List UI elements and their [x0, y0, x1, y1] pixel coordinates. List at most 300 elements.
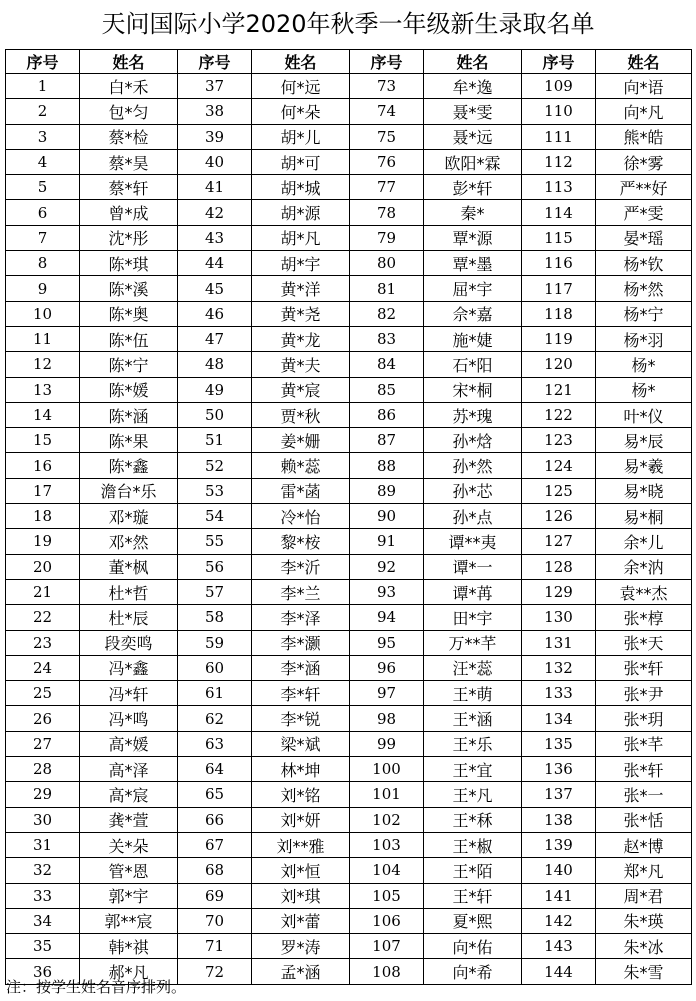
student-number: 46	[178, 301, 252, 326]
student-name: 张*玥	[596, 706, 692, 731]
student-name: 张*一	[596, 782, 692, 807]
student-number: 64	[178, 757, 252, 782]
student-number: 121	[522, 377, 596, 402]
student-name: 杨*钦	[596, 251, 692, 276]
student-name: 余*儿	[596, 529, 692, 554]
student-name: 李*兰	[252, 579, 350, 604]
student-name: 杨*	[596, 352, 692, 377]
student-number: 50	[178, 402, 252, 427]
student-number: 135	[522, 731, 596, 756]
student-name: 李*轩	[252, 681, 350, 706]
student-number: 56	[178, 554, 252, 579]
table-row	[6, 478, 692, 503]
student-number: 6	[6, 200, 80, 225]
student-number: 16	[6, 453, 80, 478]
table-row	[6, 579, 692, 604]
student-name: 石*阳	[424, 352, 522, 377]
table-row	[6, 428, 692, 453]
student-name: 李*泽	[252, 605, 350, 630]
student-number: 101	[350, 782, 424, 807]
student-name: 胡*可	[252, 149, 350, 174]
student-number: 67	[178, 832, 252, 857]
student-name: 段奕鸣	[80, 630, 178, 655]
student-name: 张*芊	[596, 731, 692, 756]
student-name: 王*陌	[424, 858, 522, 883]
student-number: 22	[6, 605, 80, 630]
student-name: 蔡*轩	[80, 175, 178, 200]
student-number: 138	[522, 807, 596, 832]
student-number: 123	[522, 428, 596, 453]
student-name: 汪*蕊	[424, 655, 522, 680]
student-name: 聂*雯	[424, 99, 522, 124]
student-number: 53	[178, 478, 252, 503]
student-number: 89	[350, 478, 424, 503]
student-number: 81	[350, 276, 424, 301]
student-name: 雷*菡	[252, 478, 350, 503]
student-number: 95	[350, 630, 424, 655]
student-number: 119	[522, 326, 596, 351]
table-row	[6, 630, 692, 655]
student-name: 胡*宇	[252, 251, 350, 276]
student-number: 20	[6, 554, 80, 579]
student-name: 罗*涛	[252, 934, 350, 959]
table-row	[6, 453, 692, 478]
student-name: 龚*萱	[80, 807, 178, 832]
student-number: 137	[522, 782, 596, 807]
student-name: 包*匀	[80, 99, 178, 124]
student-number: 136	[522, 757, 596, 782]
student-number: 48	[178, 352, 252, 377]
student-name: 赖*蕊	[252, 453, 350, 478]
student-name: 何*远	[252, 74, 350, 99]
student-name: 向*凡	[596, 99, 692, 124]
student-name: 胡*儿	[252, 124, 350, 149]
student-number: 70	[178, 908, 252, 933]
student-number: 128	[522, 554, 596, 579]
student-name: 晏*瑶	[596, 225, 692, 250]
table-row	[6, 655, 692, 680]
student-number: 57	[178, 579, 252, 604]
student-number: 14	[6, 402, 80, 427]
student-name: 孙*芯	[424, 478, 522, 503]
table-row	[6, 200, 692, 225]
student-name: 易*桐	[596, 504, 692, 529]
student-number: 126	[522, 504, 596, 529]
student-name: 周*君	[596, 883, 692, 908]
student-number: 132	[522, 655, 596, 680]
student-name: 贾*秋	[252, 402, 350, 427]
student-number: 31	[6, 832, 80, 857]
student-name: 陈*伍	[80, 326, 178, 351]
student-name: 孟*涵	[252, 959, 350, 984]
student-name: 严*雯	[596, 200, 692, 225]
student-number: 66	[178, 807, 252, 832]
student-number: 100	[350, 757, 424, 782]
student-name: 杨*羽	[596, 326, 692, 351]
student-number: 51	[178, 428, 252, 453]
student-number: 139	[522, 832, 596, 857]
student-number: 104	[350, 858, 424, 883]
student-number: 144	[522, 959, 596, 984]
table-row	[6, 225, 692, 250]
student-name: 孙*点	[424, 504, 522, 529]
table-row	[6, 251, 692, 276]
student-number: 21	[6, 579, 80, 604]
student-name: 屈*宇	[424, 276, 522, 301]
student-number: 141	[522, 883, 596, 908]
student-name: 苏*瑰	[424, 402, 522, 427]
student-number: 130	[522, 605, 596, 630]
student-number: 12	[6, 352, 80, 377]
table-row	[6, 807, 692, 832]
student-number: 55	[178, 529, 252, 554]
student-number: 80	[350, 251, 424, 276]
student-number: 61	[178, 681, 252, 706]
student-name: 徐*雾	[596, 149, 692, 174]
header-number: 序号	[350, 50, 424, 74]
student-number: 109	[522, 74, 596, 99]
student-number: 78	[350, 200, 424, 225]
student-number: 35	[6, 934, 80, 959]
student-number: 120	[522, 352, 596, 377]
student-name: 易*辰	[596, 428, 692, 453]
student-number: 33	[6, 883, 80, 908]
student-number: 118	[522, 301, 596, 326]
student-number: 60	[178, 655, 252, 680]
student-name: 王*秝	[424, 807, 522, 832]
student-name: 杜*辰	[80, 605, 178, 630]
student-number: 2	[6, 99, 80, 124]
student-name: 易*羲	[596, 453, 692, 478]
student-name: 袁**杰	[596, 579, 692, 604]
admission-table	[5, 49, 692, 985]
student-name: 郝*凡	[80, 959, 178, 984]
student-number: 72	[178, 959, 252, 984]
student-number: 113	[522, 175, 596, 200]
table-row	[6, 124, 692, 149]
header-name: 姓名	[596, 50, 692, 74]
student-name: 王*乐	[424, 731, 522, 756]
student-number: 111	[522, 124, 596, 149]
student-name: 邓*然	[80, 529, 178, 554]
student-name: 高*宸	[80, 782, 178, 807]
student-name: 杨*宁	[596, 301, 692, 326]
student-name: 高*泽	[80, 757, 178, 782]
student-name: 朱*瑛	[596, 908, 692, 933]
table-row	[6, 301, 692, 326]
student-number: 13	[6, 377, 80, 402]
student-name: 冯*鑫	[80, 655, 178, 680]
table-row	[6, 554, 692, 579]
student-number: 86	[350, 402, 424, 427]
student-name: 杨*	[596, 377, 692, 402]
student-number: 45	[178, 276, 252, 301]
student-number: 110	[522, 99, 596, 124]
student-name: 刘*妍	[252, 807, 350, 832]
student-name: 余*汭	[596, 554, 692, 579]
student-name: 关*朵	[80, 832, 178, 857]
student-name: 张*天	[596, 630, 692, 655]
student-number: 3	[6, 124, 80, 149]
student-name: 梁*斌	[252, 731, 350, 756]
table-row	[6, 908, 692, 933]
student-name: 孙*然	[424, 453, 522, 478]
student-number: 52	[178, 453, 252, 478]
table-row	[6, 757, 692, 782]
table-row	[6, 832, 692, 857]
student-number: 29	[6, 782, 80, 807]
student-number: 68	[178, 858, 252, 883]
student-number: 36	[6, 959, 80, 984]
student-name: 王*宜	[424, 757, 522, 782]
student-name: 黄*龙	[252, 326, 350, 351]
student-number: 133	[522, 681, 596, 706]
student-number: 11	[6, 326, 80, 351]
student-name: 聂*远	[424, 124, 522, 149]
student-number: 98	[350, 706, 424, 731]
table-row	[6, 858, 692, 883]
header-name: 姓名	[252, 50, 350, 74]
student-number: 69	[178, 883, 252, 908]
student-number: 140	[522, 858, 596, 883]
student-name: 谭*一	[424, 554, 522, 579]
student-number: 115	[522, 225, 596, 250]
student-number: 39	[178, 124, 252, 149]
student-name: 欧阳*霖	[424, 149, 522, 174]
student-name: 胡*城	[252, 175, 350, 200]
student-name: 严**好	[596, 175, 692, 200]
student-name: 陈*奥	[80, 301, 178, 326]
student-name: 孙*焓	[424, 428, 522, 453]
student-name: 刘*琪	[252, 883, 350, 908]
student-number: 58	[178, 605, 252, 630]
student-number: 1	[6, 74, 80, 99]
student-number: 28	[6, 757, 80, 782]
student-name: 刘*恒	[252, 858, 350, 883]
student-name: 刘*蕾	[252, 908, 350, 933]
student-number: 63	[178, 731, 252, 756]
page-title: 天问国际小学2020年秋季一年级新生录取名单	[101, 10, 595, 38]
student-number: 59	[178, 630, 252, 655]
student-name: 冷*怡	[252, 504, 350, 529]
student-name: 蔡*昊	[80, 149, 178, 174]
student-name: 刘*铭	[252, 782, 350, 807]
student-number: 17	[6, 478, 80, 503]
student-number: 49	[178, 377, 252, 402]
student-name: 陈*宁	[80, 352, 178, 377]
student-number: 108	[350, 959, 424, 984]
student-number: 127	[522, 529, 596, 554]
student-number: 114	[522, 200, 596, 225]
student-number: 47	[178, 326, 252, 351]
student-name: 陈*溪	[80, 276, 178, 301]
student-number: 43	[178, 225, 252, 250]
student-number: 99	[350, 731, 424, 756]
student-number: 76	[350, 149, 424, 174]
student-number: 84	[350, 352, 424, 377]
student-number: 37	[178, 74, 252, 99]
student-number: 117	[522, 276, 596, 301]
student-number: 34	[6, 908, 80, 933]
student-name: 杜*哲	[80, 579, 178, 604]
header-number: 序号	[6, 50, 80, 74]
student-name: 陈*琪	[80, 251, 178, 276]
student-name: 黎*桉	[252, 529, 350, 554]
student-number: 10	[6, 301, 80, 326]
student-number: 73	[350, 74, 424, 99]
student-number: 112	[522, 149, 596, 174]
table-row	[6, 934, 692, 959]
student-name: 王*萌	[424, 681, 522, 706]
student-number: 103	[350, 832, 424, 857]
student-name: 董*枫	[80, 554, 178, 579]
student-number: 82	[350, 301, 424, 326]
student-name: 叶*仪	[596, 402, 692, 427]
student-name: 管*恩	[80, 858, 178, 883]
student-name: 向*希	[424, 959, 522, 984]
student-number: 30	[6, 807, 80, 832]
header-name: 姓名	[424, 50, 522, 74]
table-row	[6, 529, 692, 554]
student-name: 刘**雅	[252, 832, 350, 857]
student-number: 85	[350, 377, 424, 402]
table-row	[6, 276, 692, 301]
student-number: 143	[522, 934, 596, 959]
student-number: 15	[6, 428, 80, 453]
student-name: 郭**宸	[80, 908, 178, 933]
student-name: 白*禾	[80, 74, 178, 99]
student-number: 42	[178, 200, 252, 225]
footnote: 注：按学生姓名音序排列。	[6, 978, 187, 996]
student-name: 张*轩	[596, 757, 692, 782]
student-number: 87	[350, 428, 424, 453]
student-name: 向*语	[596, 74, 692, 99]
student-number: 77	[350, 175, 424, 200]
student-name: 赵*博	[596, 832, 692, 857]
table-row	[6, 352, 692, 377]
student-number: 83	[350, 326, 424, 351]
student-number: 23	[6, 630, 80, 655]
student-name: 熊*皓	[596, 124, 692, 149]
student-name: 张*尹	[596, 681, 692, 706]
student-number: 18	[6, 504, 80, 529]
student-number: 125	[522, 478, 596, 503]
student-number: 65	[178, 782, 252, 807]
student-number: 62	[178, 706, 252, 731]
student-name: 黄*尧	[252, 301, 350, 326]
student-name: 蔡*检	[80, 124, 178, 149]
student-name: 王*轩	[424, 883, 522, 908]
student-name: 田*宇	[424, 605, 522, 630]
student-name: 邓*璇	[80, 504, 178, 529]
student-name: 李*沂	[252, 554, 350, 579]
table-row	[6, 731, 692, 756]
student-name: 澹台*乐	[80, 478, 178, 503]
student-name: 姜*姗	[252, 428, 350, 453]
table-row	[6, 377, 692, 402]
student-number: 9	[6, 276, 80, 301]
student-name: 宋*桐	[424, 377, 522, 402]
student-name: 郭*宇	[80, 883, 178, 908]
student-name: 牟*逸	[424, 74, 522, 99]
student-name: 韩*祺	[80, 934, 178, 959]
student-number: 102	[350, 807, 424, 832]
student-number: 106	[350, 908, 424, 933]
student-name: 黄*宸	[252, 377, 350, 402]
student-number: 116	[522, 251, 596, 276]
student-number: 96	[350, 655, 424, 680]
student-number: 19	[6, 529, 80, 554]
table-row	[6, 706, 692, 731]
student-name: 秦*	[424, 200, 522, 225]
student-number: 134	[522, 706, 596, 731]
table-body	[6, 74, 692, 985]
student-number: 94	[350, 605, 424, 630]
student-name: 朱*冰	[596, 934, 692, 959]
student-number: 38	[178, 99, 252, 124]
student-name: 黄*洋	[252, 276, 350, 301]
student-name: 覃*墨	[424, 251, 522, 276]
table-row	[6, 149, 692, 174]
table-row	[6, 782, 692, 807]
table-row	[6, 326, 692, 351]
table-row	[6, 504, 692, 529]
student-name: 陈*媛	[80, 377, 178, 402]
header-name: 姓名	[80, 50, 178, 74]
student-name: 黄*夫	[252, 352, 350, 377]
student-name: 胡*凡	[252, 225, 350, 250]
student-name: 易*晓	[596, 478, 692, 503]
table-row	[6, 883, 692, 908]
table-row	[6, 175, 692, 200]
student-number: 44	[178, 251, 252, 276]
student-number: 91	[350, 529, 424, 554]
student-name: 覃*源	[424, 225, 522, 250]
student-number: 26	[6, 706, 80, 731]
student-name: 冯*鸣	[80, 706, 178, 731]
student-name: 施*婕	[424, 326, 522, 351]
student-name: 王*凡	[424, 782, 522, 807]
student-name: 张*轩	[596, 655, 692, 680]
student-number: 41	[178, 175, 252, 200]
student-number: 32	[6, 858, 80, 883]
header-number: 序号	[522, 50, 596, 74]
student-name: 杨*然	[596, 276, 692, 301]
student-number: 79	[350, 225, 424, 250]
student-number: 8	[6, 251, 80, 276]
student-number: 7	[6, 225, 80, 250]
student-number: 107	[350, 934, 424, 959]
student-number: 74	[350, 99, 424, 124]
table-row	[6, 99, 692, 124]
student-number: 4	[6, 149, 80, 174]
student-name: 李*灏	[252, 630, 350, 655]
student-name: 陈*果	[80, 428, 178, 453]
student-number: 88	[350, 453, 424, 478]
student-name: 李*锐	[252, 706, 350, 731]
table-row	[6, 605, 692, 630]
student-number: 129	[522, 579, 596, 604]
student-name: 陈*鑫	[80, 453, 178, 478]
student-name: 朱*雪	[596, 959, 692, 984]
student-name: 王*涵	[424, 706, 522, 731]
header-row	[6, 50, 692, 74]
student-number: 105	[350, 883, 424, 908]
student-name: 张*恬	[596, 807, 692, 832]
student-name: 万**芊	[424, 630, 522, 655]
student-name: 郑*凡	[596, 858, 692, 883]
student-name: 何*朵	[252, 99, 350, 124]
